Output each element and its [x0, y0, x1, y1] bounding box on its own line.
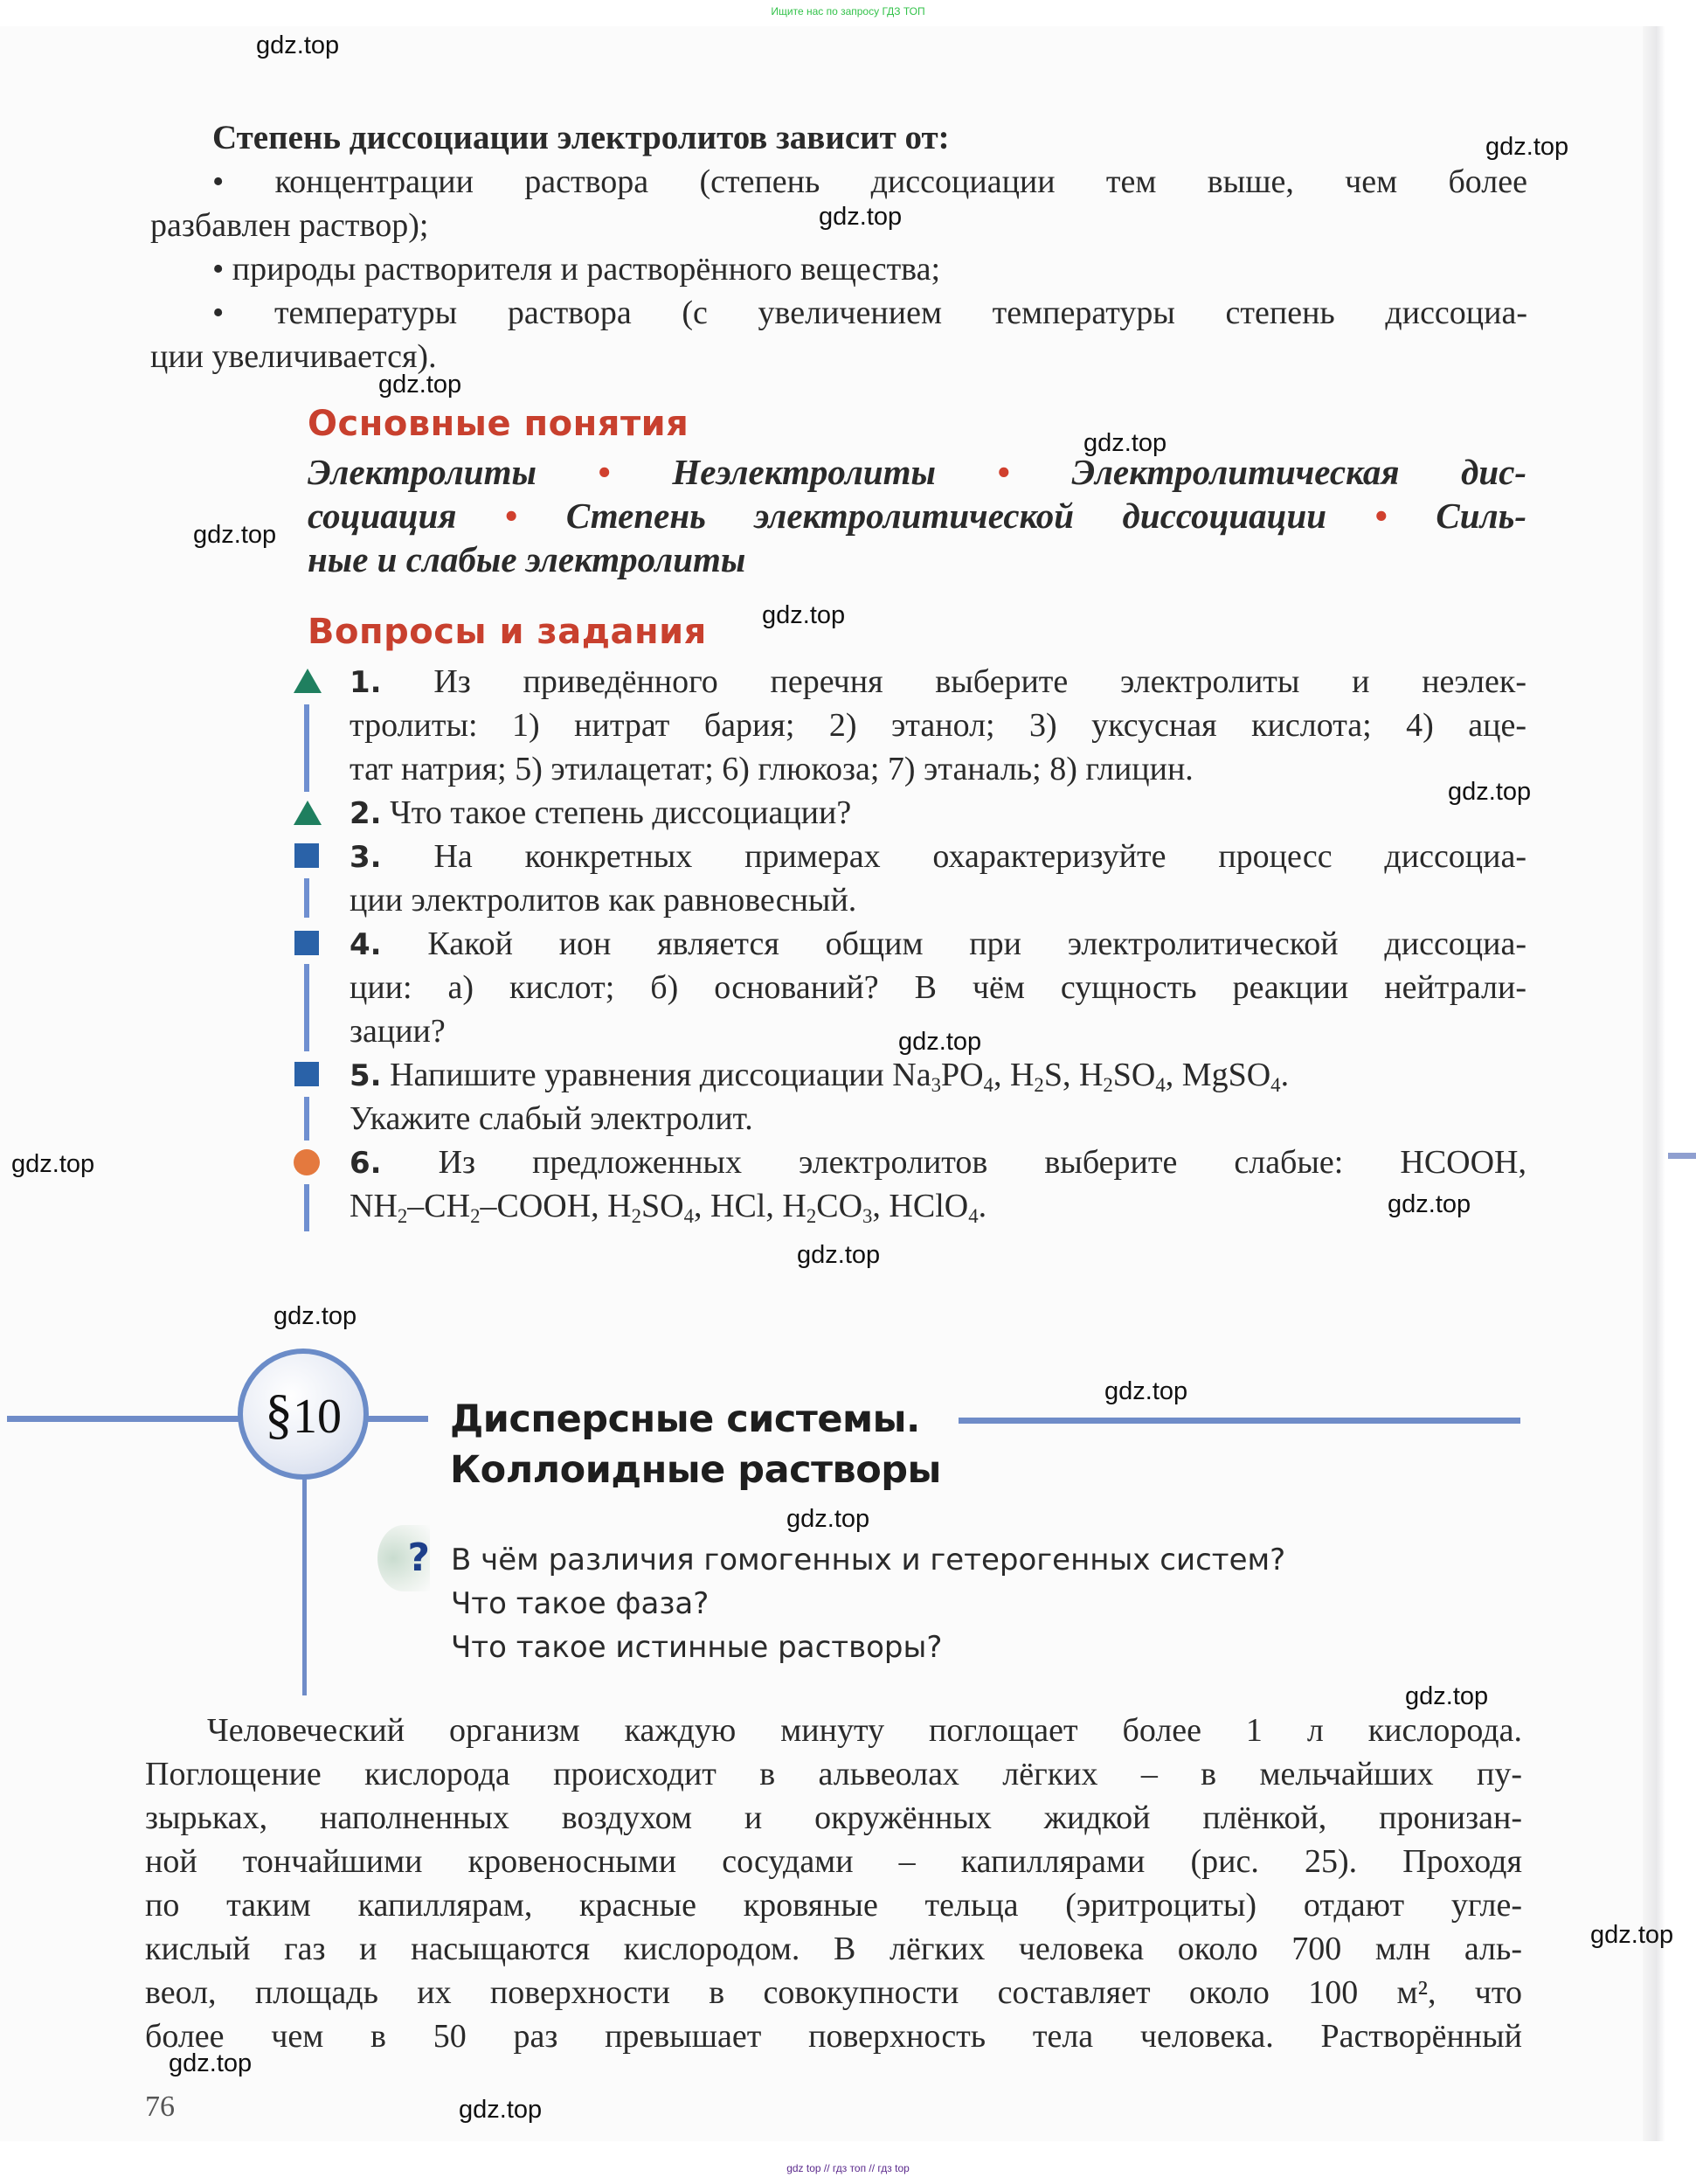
- continuation-bar: [304, 964, 309, 1051]
- key-concepts-terms: [308, 450, 1526, 581]
- question-5-line-2: Укажите слабый электролит.: [350, 1100, 753, 1137]
- watermark: gdz.top: [1405, 1682, 1489, 1710]
- watermark: gdz.top: [459, 2096, 543, 2124]
- body-line-3: зырьках, наполненных воздухом и окружённых жидкой плёнкой, пронизан-: [145, 1799, 1522, 1836]
- formula: $NH_2-CH_2$–COOH, $H_2SO_4$, HCl, $H_2CO_3$, HClO$_4$.: [350, 1188, 987, 1227]
- watermark: gdz.top: [819, 203, 903, 231]
- triangle-marker-icon: [294, 669, 322, 693]
- watermark: gdz.top: [1083, 429, 1167, 457]
- continuation-bar: [304, 878, 309, 918]
- watermark: gdz.top: [1104, 1377, 1188, 1405]
- section-title-line-1: Дисперсные системы.: [450, 1397, 920, 1441]
- terms-line-3: [308, 537, 1526, 581]
- question-6-line-2: [350, 1184, 986, 1228]
- formula: $Na_3PO_4$, $H_2S$, $H_2SO_4$, MgSO$_4$.: [892, 1057, 1290, 1096]
- continuation-bar: [304, 1097, 309, 1141]
- term: Электролитическая дис-: [1071, 452, 1527, 492]
- intro-bullet-3-line-1: • температуры раствора (с увеличением температуры степень диссоциа-: [212, 295, 1527, 331]
- watermark: gdz.top: [11, 1150, 95, 1178]
- watermark: gdz.top: [1485, 133, 1569, 161]
- section-rule-left: [7, 1416, 241, 1422]
- section-title: [450, 1394, 941, 1495]
- term: ные и слабые электролиты: [308, 539, 746, 579]
- question-4-line-2: ции: а) кислот; б) оснований? В чём сущность реакции нейтрали-: [350, 969, 1526, 1006]
- separator-dot: •: [997, 452, 1010, 492]
- body-line-6: кислый газ и насыщаются кислородом. В лёгких человека около 700 млн аль-: [145, 1931, 1522, 1967]
- question-3-line-1: 3. На конкретных примерах охарактеризуйте процесс диссоциа-: [350, 838, 1526, 875]
- triangle-marker-icon: [294, 801, 322, 825]
- body-line-8: более чем в 50 раз превышает поверхность тела человека. Растворённый: [145, 2018, 1522, 2055]
- top-banner: Ищите нас по запросу ГДЗ ТОП: [771, 5, 925, 17]
- intro-heading: Степень диссоциации электролитов зависит от:: [212, 119, 950, 156]
- separator-dot: •: [598, 452, 611, 492]
- continuation-bar: [304, 1184, 309, 1231]
- watermark: gdz.top: [378, 371, 462, 399]
- term: Неэлектролиты: [672, 452, 937, 492]
- watermark: gdz.top: [1448, 778, 1532, 806]
- bottom-banner: gdz top // гдз топ // гдз top: [786, 2162, 910, 2174]
- term: социация: [308, 496, 457, 536]
- section-rule-vertical: [302, 1477, 307, 1695]
- body-line-4: ной тончайшими кровеносными сосудами – капиллярами (рис. 25). Проходя: [145, 1843, 1522, 1880]
- separator-dot: •: [1374, 496, 1388, 536]
- body-line-5: по таким капиллярам, красные кровяные тельца (эритроциты) отдают угле-: [145, 1887, 1522, 1924]
- watermark: gdz.top: [1590, 1921, 1674, 1949]
- body-line-2: Поглощение кислорода происходит в альвеолах лёгких – в мельчайших пу-: [145, 1756, 1522, 1792]
- prior-question-1: В чём различия гомогенных и гетерогенных систем?: [451, 1543, 1286, 1577]
- intro-bullet-2: • природы растворителя и растворённого вещества;: [212, 251, 941, 288]
- separator-dot: •: [505, 496, 518, 536]
- term: Степень электролитической диссоциации: [565, 496, 1327, 536]
- body-line-7: веол, площадь их поверхности в совокупности составляет около 100 м², что: [145, 1974, 1522, 2011]
- question-4-line-3: зации?: [350, 1013, 446, 1050]
- question-3-line-2: ции электролитов как равновесный.: [350, 882, 857, 919]
- section-number: 10: [293, 1390, 342, 1444]
- prior-question-3: Что такое истинные растворы?: [451, 1630, 943, 1665]
- term: Силь-: [1436, 496, 1527, 536]
- question-1-line-1: 1. Из приведённого перечня выберите электролиты и неэлек-: [350, 663, 1526, 700]
- circle-marker-icon: [294, 1149, 320, 1175]
- page-number: 76: [145, 2090, 175, 2123]
- terms-line-2: [308, 494, 1526, 537]
- watermark: gdz.top: [898, 1028, 982, 1056]
- question-6-line-1: 6. Из предложенных электролитов выберите слабые: HCOOH,: [350, 1144, 1526, 1181]
- body-line-1: Человеческий организм каждую минуту поглощает более 1 л кислорода.: [207, 1712, 1522, 1749]
- prior-question-2: Что такое фаза?: [451, 1586, 710, 1621]
- edge-marker: [1668, 1153, 1696, 1159]
- watermark: gdz.top: [1388, 1190, 1471, 1218]
- watermark: gdz.top: [256, 31, 340, 59]
- section-rule-mid: [367, 1416, 428, 1422]
- square-marker-icon: [294, 931, 319, 955]
- key-concepts-heading: Основные понятия: [308, 404, 689, 444]
- terms-line-1: [308, 450, 1526, 494]
- section-badge: [238, 1349, 369, 1480]
- watermark: gdz.top: [193, 521, 277, 549]
- intro-bullet-3-line-2: ции увеличивается).: [150, 338, 437, 375]
- page-edge-shadow: [1643, 26, 1665, 2141]
- questions-heading: Вопросы и задания: [308, 612, 707, 652]
- term: Электролиты: [308, 452, 536, 492]
- watermark: gdz.top: [797, 1241, 881, 1269]
- section-title-line-2: Коллоидные растворы: [450, 1448, 941, 1492]
- watermark: gdz.top: [273, 1302, 357, 1330]
- question-1-line-3: тат натрия; 5) этилацетат; 6) глюкоза; 7) этаналь; 8) глицин.: [350, 751, 1194, 787]
- watermark: gdz.top: [786, 1505, 870, 1533]
- section-rule-right: [959, 1418, 1520, 1424]
- question-2: 2. Что такое степень диссоциации?: [350, 794, 852, 831]
- intro-bullet-1-line-1: • концентрации раствора (степень диссоциации тем выше, чем более: [212, 163, 1527, 200]
- question-5-line-1: 5. Напишите уравнения диссоциации $Na_3PO_4$, $H_2S$, $H_2SO_4$, MgSO$_4$.: [350, 1057, 1290, 1096]
- square-marker-icon: [294, 843, 319, 868]
- question-1-line-2: тролиты: 1) нитрат бария; 2) этанол; 3) уксусная кислота; 4) аце-: [350, 707, 1526, 744]
- paragraph-symbol-icon: §: [265, 1383, 293, 1445]
- intro-bullet-1-line-2: разбавлен раствор);: [150, 207, 429, 244]
- watermark: gdz.top: [762, 601, 846, 629]
- continuation-bar: [304, 704, 309, 792]
- question-4-line-1: 4. Какой ион является общим при электролитической диссоциа-: [350, 926, 1526, 962]
- question-mark-icon: ?: [377, 1525, 430, 1591]
- square-marker-icon: [294, 1062, 319, 1086]
- watermark: gdz.top: [169, 2049, 253, 2077]
